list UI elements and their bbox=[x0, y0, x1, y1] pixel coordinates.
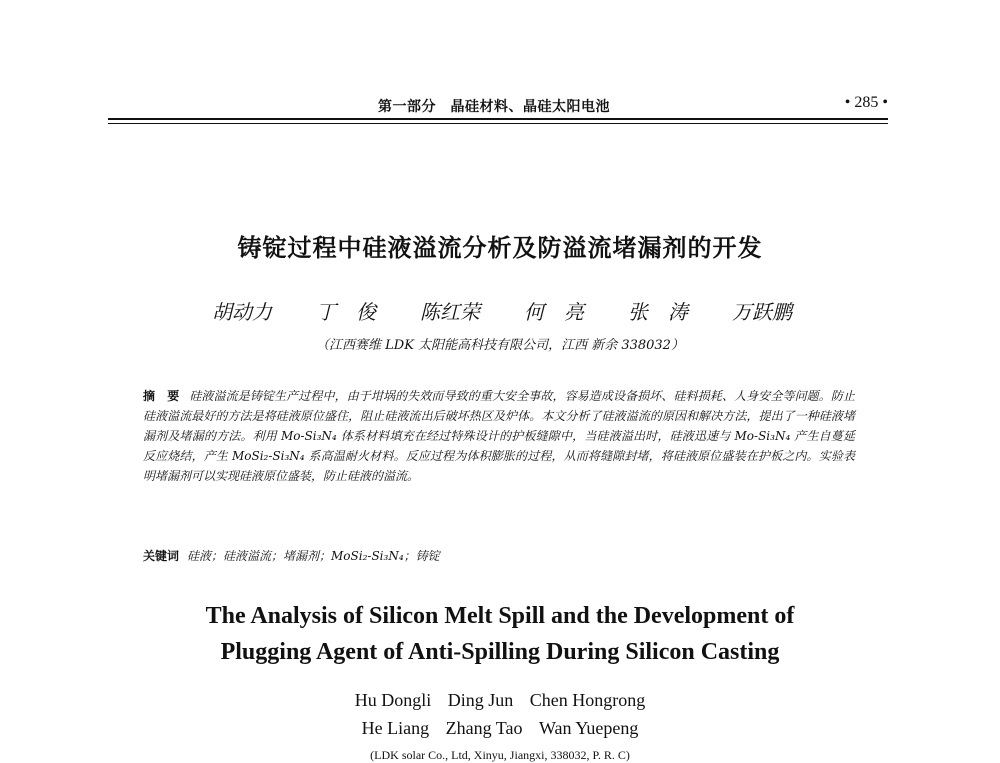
keywords-label: 关键词 bbox=[143, 549, 180, 563]
author-cn-2: 丁 俊 bbox=[316, 300, 376, 324]
author-cn-5: 张 涛 bbox=[628, 300, 688, 324]
author-en-5: Zhang Tao bbox=[445, 718, 523, 738]
page-number: • 285 • bbox=[844, 94, 888, 111]
author-cn-6: 万跃鹏 bbox=[732, 300, 792, 324]
header-rule-thin bbox=[108, 123, 888, 124]
author-cn-4: 何 亮 bbox=[524, 300, 584, 324]
abstract bbox=[143, 386, 855, 486]
english-affiliation: (LDK solar Co., Ltd, Xinyu, Jiangxi, 338032, P. R. C) bbox=[370, 748, 630, 762]
abstract-text: 硅液溢流是铸锭生产过程中，由于坩埚的失效而导致的重大安全事故，容易造成设备损坏、硅料损耗、人身安全等问题。防止硅液溢流最好的方法是将硅液原位盛住，阻止硅液流出后破坏热区及炉体。本文分析了硅液溢流的原因和解决方法，提出了一种硅液堵漏剂及堵漏的方法。利用 Mo-Si₃N₄ 体系材料填充在经过特殊设计的护板缝隙中，当硅液溢出时，硅液迅速与 Mo-Si₃N₄ 产生自蔓延反应烧结，产生 MoSi₂-Si₃N₄ 系高温耐火材料。反应过程为体积膨胀的过程，从而将缝隙封堵，将硅液原位盛装在护板之内。实验表明堵漏剂可以实现硅液原位盛装，防止硅液的溢流。 bbox=[143, 389, 855, 483]
english-authors bbox=[0, 686, 1000, 742]
author-cn-3: 陈红荣 bbox=[420, 300, 480, 324]
chinese-title: 铸锭过程中硅液溢流分析及防溢流堵漏剂的开发 bbox=[237, 234, 763, 262]
author-cn-1: 胡动力 bbox=[212, 300, 272, 324]
chinese-authors bbox=[212, 296, 792, 325]
english-title-line-2: Plugging Agent of Anti-Spilling During Silicon Casting bbox=[220, 639, 780, 665]
author-en-1: Hu Dongli bbox=[354, 690, 432, 710]
header-rule-thick bbox=[108, 118, 888, 120]
keywords-text: 硅液；硅液溢流；堵漏剂；MoSi₂-Si₃N₄；铸锭 bbox=[187, 549, 440, 563]
author-en-2: Ding Jun bbox=[447, 690, 514, 710]
english-title-line-1: The Analysis of Silicon Melt Spill and the Development of bbox=[205, 603, 795, 629]
english-authors-line-1 bbox=[0, 686, 1000, 714]
keywords bbox=[143, 547, 855, 564]
english-title bbox=[0, 598, 1000, 670]
english-authors-line-2 bbox=[0, 714, 1000, 742]
author-en-3: Chen Hongrong bbox=[529, 690, 646, 710]
running-header bbox=[108, 92, 888, 118]
author-en-6: Wan Yuepeng bbox=[539, 718, 639, 738]
author-en-4: He Liang bbox=[361, 718, 430, 738]
abstract-label: 摘 要 bbox=[143, 389, 180, 403]
section-title: 第一部分 晶硅材料、晶硅太阳电池 bbox=[378, 99, 610, 115]
chinese-affiliation: （江西赛维 LDK 太阳能高科技有限公司，江西 新余 338032） bbox=[316, 338, 684, 353]
